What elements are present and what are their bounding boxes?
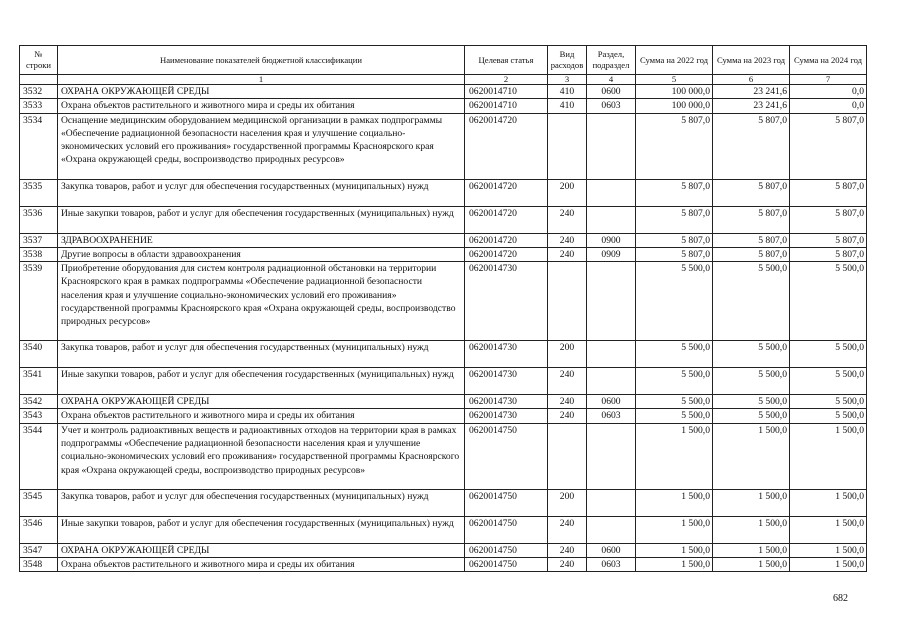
sum-2023: 5 500,0: [713, 395, 790, 409]
indicator-name: ЗДРАВООХРАНЕНИЕ: [58, 233, 465, 247]
expense-type: [548, 262, 587, 341]
row-number: 3544: [20, 423, 58, 489]
sum-2022: 1 500,0: [636, 543, 713, 557]
target-article: 0620014710: [465, 85, 548, 99]
sum-2023: 5 807,0: [713, 179, 790, 206]
column-number: 3: [548, 75, 587, 85]
sum-2022: 1 500,0: [636, 489, 713, 516]
indicator-name: Приобретение оборудования для систем контроля радиационной обстановки на территории Красноярского края в рамках подпрограммы «Обеспечение радиационной безопасности населения края и улучшение социально-экономических условий его проживания» государственной программы Красноярского края «Охрана окружающей среды, воспроизводство природных ресурсов»: [58, 262, 465, 341]
target-article: 0620014720: [465, 179, 548, 206]
row-number: 3543: [20, 409, 58, 423]
indicator-name: Охрана объектов растительного и животного мира и среды их обитания: [58, 409, 465, 423]
section-code: [587, 113, 636, 179]
target-article: 0620014750: [465, 489, 548, 516]
table-row: [20, 543, 867, 557]
column-number: 7: [790, 75, 867, 85]
sum-2023: 1 500,0: [713, 558, 790, 572]
sum-2022: 1 500,0: [636, 558, 713, 572]
sum-2022: 5 807,0: [636, 233, 713, 247]
table-row: [20, 489, 867, 516]
section-code: [587, 179, 636, 206]
indicator-name: Охрана объектов растительного и животного мира и среды их обитания: [58, 99, 465, 113]
page-number: 682: [833, 593, 848, 604]
column-number: 2: [465, 75, 548, 85]
row-number: 3538: [20, 247, 58, 261]
row-number: 3540: [20, 341, 58, 368]
sum-2023: 1 500,0: [713, 516, 790, 543]
row-number: 3536: [20, 206, 58, 233]
sum-2022: 1 500,0: [636, 423, 713, 489]
header-sum-2024: Сумма на 2024 год: [790, 46, 867, 75]
indicator-name: Иные закупки товаров, работ и услуг для обеспечения государственных (муниципальных) нужд: [58, 206, 465, 233]
row-number: 3547: [20, 543, 58, 557]
header-sum-2022: Сумма на 2022 год: [636, 46, 713, 75]
budget-table-page: [19, 45, 866, 572]
sum-2023: 5 807,0: [713, 233, 790, 247]
section-code: [587, 341, 636, 368]
expense-type: 200: [548, 341, 587, 368]
header-row-number: № строки: [20, 46, 58, 75]
section-code: 0603: [587, 558, 636, 572]
indicator-name: ОХРАНА ОКРУЖАЮЩЕЙ СРЕДЫ: [58, 85, 465, 99]
table-row: [20, 423, 867, 489]
row-number: 3542: [20, 395, 58, 409]
sum-2024: 5 500,0: [790, 409, 867, 423]
target-article: 0620014730: [465, 409, 548, 423]
table-row: [20, 368, 867, 395]
sum-2023: 5 807,0: [713, 113, 790, 179]
expense-type: 240: [548, 233, 587, 247]
sum-2023: 5 807,0: [713, 247, 790, 261]
sum-2023: 23 241,6: [713, 85, 790, 99]
sum-2024: 5 807,0: [790, 233, 867, 247]
target-article: 0620014750: [465, 558, 548, 572]
target-article: 0620014730: [465, 341, 548, 368]
table-row: [20, 516, 867, 543]
sum-2023: 5 500,0: [713, 341, 790, 368]
table-row: [20, 341, 867, 368]
sum-2022: 1 500,0: [636, 516, 713, 543]
target-article: 0620014720: [465, 233, 548, 247]
indicator-name: Закупка товаров, работ и услуг для обеспечения государственных (муниципальных) нужд: [58, 489, 465, 516]
sum-2024: 5 807,0: [790, 247, 867, 261]
column-number: 1: [58, 75, 465, 85]
row-number: 3541: [20, 368, 58, 395]
column-numbers-row: [20, 75, 867, 85]
target-article: 0620014730: [465, 262, 548, 341]
indicator-name: ОХРАНА ОКРУЖАЮЩЕЙ СРЕДЫ: [58, 395, 465, 409]
sum-2024: 5 500,0: [790, 395, 867, 409]
indicator-name: Другие вопросы в области здравоохранения: [58, 247, 465, 261]
sum-2024: 1 500,0: [790, 423, 867, 489]
table-row: [20, 99, 867, 113]
expense-type: 240: [548, 368, 587, 395]
expense-type: 240: [548, 247, 587, 261]
expense-type: [548, 423, 587, 489]
target-article: 0620014730: [465, 395, 548, 409]
table-row: [20, 113, 867, 179]
section-code: [587, 368, 636, 395]
column-number: 5: [636, 75, 713, 85]
expense-type: 240: [548, 206, 587, 233]
target-article: 0620014730: [465, 368, 548, 395]
sum-2024: 0,0: [790, 85, 867, 99]
section-code: 0600: [587, 543, 636, 557]
expense-type: 240: [548, 395, 587, 409]
target-article: 0620014750: [465, 516, 548, 543]
section-code: 0600: [587, 395, 636, 409]
section-code: [587, 423, 636, 489]
table-row: [20, 206, 867, 233]
budget-table: [19, 45, 867, 572]
section-code: 0600: [587, 85, 636, 99]
indicator-name: Иные закупки товаров, работ и услуг для обеспечения государственных (муниципальных) нужд: [58, 368, 465, 395]
column-number: 4: [587, 75, 636, 85]
sum-2024: 5 807,0: [790, 206, 867, 233]
sum-2022: 5 500,0: [636, 368, 713, 395]
target-article: 0620014720: [465, 206, 548, 233]
sum-2024: 1 500,0: [790, 489, 867, 516]
column-number: [20, 75, 58, 85]
row-number: 3537: [20, 233, 58, 247]
section-code: 0603: [587, 99, 636, 113]
table-row: [20, 395, 867, 409]
section-code: [587, 516, 636, 543]
section-code: 0909: [587, 247, 636, 261]
header-section: Раздел, подраздел: [587, 46, 636, 75]
row-number: 3548: [20, 558, 58, 572]
table-row: [20, 262, 867, 341]
sum-2022: 5 500,0: [636, 395, 713, 409]
row-number: 3534: [20, 113, 58, 179]
sum-2022: 100 000,0: [636, 99, 713, 113]
indicator-name: Иные закупки товаров, работ и услуг для обеспечения государственных (муниципальных) нужд: [58, 516, 465, 543]
row-number: 3545: [20, 489, 58, 516]
header-target-article: Целевая статья: [465, 46, 548, 75]
sum-2022: 5 500,0: [636, 341, 713, 368]
sum-2023: 5 500,0: [713, 409, 790, 423]
sum-2023: 23 241,6: [713, 99, 790, 113]
indicator-name: ОХРАНА ОКРУЖАЮЩЕЙ СРЕДЫ: [58, 543, 465, 557]
sum-2024: 5 500,0: [790, 341, 867, 368]
header-indicator-name: Наименование показателей бюджетной классификации: [58, 46, 465, 75]
sum-2022: 5 807,0: [636, 206, 713, 233]
expense-type: 240: [548, 516, 587, 543]
sum-2024: 5 500,0: [790, 368, 867, 395]
table-row: [20, 247, 867, 261]
sum-2023: 1 500,0: [713, 423, 790, 489]
sum-2022: 5 807,0: [636, 179, 713, 206]
column-number: 6: [713, 75, 790, 85]
expense-type: 240: [548, 409, 587, 423]
row-number: 3535: [20, 179, 58, 206]
sum-2023: 1 500,0: [713, 543, 790, 557]
sum-2024: 5 807,0: [790, 179, 867, 206]
sum-2024: 1 500,0: [790, 543, 867, 557]
target-article: 0620014710: [465, 99, 548, 113]
header-sum-2023: Сумма на 2023 год: [713, 46, 790, 75]
indicator-name: Закупка товаров, работ и услуг для обеспечения государственных (муниципальных) нужд: [58, 341, 465, 368]
expense-type: 410: [548, 99, 587, 113]
table-row: [20, 558, 867, 572]
table-row: [20, 85, 867, 99]
table-row: [20, 409, 867, 423]
section-code: [587, 262, 636, 341]
sum-2024: 1 500,0: [790, 516, 867, 543]
sum-2024: 5 807,0: [790, 113, 867, 179]
target-article: 0620014750: [465, 423, 548, 489]
section-code: [587, 489, 636, 516]
table-row: [20, 179, 867, 206]
sum-2024: 1 500,0: [790, 558, 867, 572]
table-header-row: [20, 46, 867, 75]
indicator-name: Закупка товаров, работ и услуг для обеспечения государственных (муниципальных) нужд: [58, 179, 465, 206]
section-code: [587, 206, 636, 233]
indicator-name: Учет и контроль радиоактивных веществ и радиоактивных отходов на территории края в рамках подпрограммы «Обеспечение радиационной безопасности населения края и улучшение социально-экономических условий его проживания» государственной программы Красноярского края «Охрана окружающей среды, воспроизводство природных ресурсов»: [58, 423, 465, 489]
sum-2023: 5 807,0: [713, 206, 790, 233]
sum-2023: 5 500,0: [713, 368, 790, 395]
sum-2023: 1 500,0: [713, 489, 790, 516]
expense-type: [548, 113, 587, 179]
expense-type: 410: [548, 85, 587, 99]
sum-2024: 5 500,0: [790, 262, 867, 341]
sum-2022: 100 000,0: [636, 85, 713, 99]
indicator-name: Оснащение медицинским оборудованием медицинской организации в рамках подпрограммы «Обеспечение радиационной безопасности населения края и улучшение социально-экономических условий его проживания» государственной программы Красноярского края «Охрана окружающей среды, воспроизводство природных ресурсов»: [58, 113, 465, 179]
expense-type: 240: [548, 543, 587, 557]
sum-2022: 5 807,0: [636, 113, 713, 179]
expense-type: 200: [548, 489, 587, 516]
expense-type: 200: [548, 179, 587, 206]
target-article: 0620014720: [465, 113, 548, 179]
row-number: 3533: [20, 99, 58, 113]
sum-2024: 0,0: [790, 99, 867, 113]
section-code: 0603: [587, 409, 636, 423]
header-expense-type: Вид расходов: [548, 46, 587, 75]
row-number: 3546: [20, 516, 58, 543]
sum-2023: 5 500,0: [713, 262, 790, 341]
sum-2022: 5 807,0: [636, 247, 713, 261]
target-article: 0620014750: [465, 543, 548, 557]
table-body: [20, 85, 867, 572]
row-number: 3539: [20, 262, 58, 341]
table-row: [20, 233, 867, 247]
section-code: 0900: [587, 233, 636, 247]
target-article: 0620014720: [465, 247, 548, 261]
sum-2022: 5 500,0: [636, 409, 713, 423]
sum-2022: 5 500,0: [636, 262, 713, 341]
expense-type: 240: [548, 558, 587, 572]
row-number: 3532: [20, 85, 58, 99]
indicator-name: Охрана объектов растительного и животного мира и среды их обитания: [58, 558, 465, 572]
